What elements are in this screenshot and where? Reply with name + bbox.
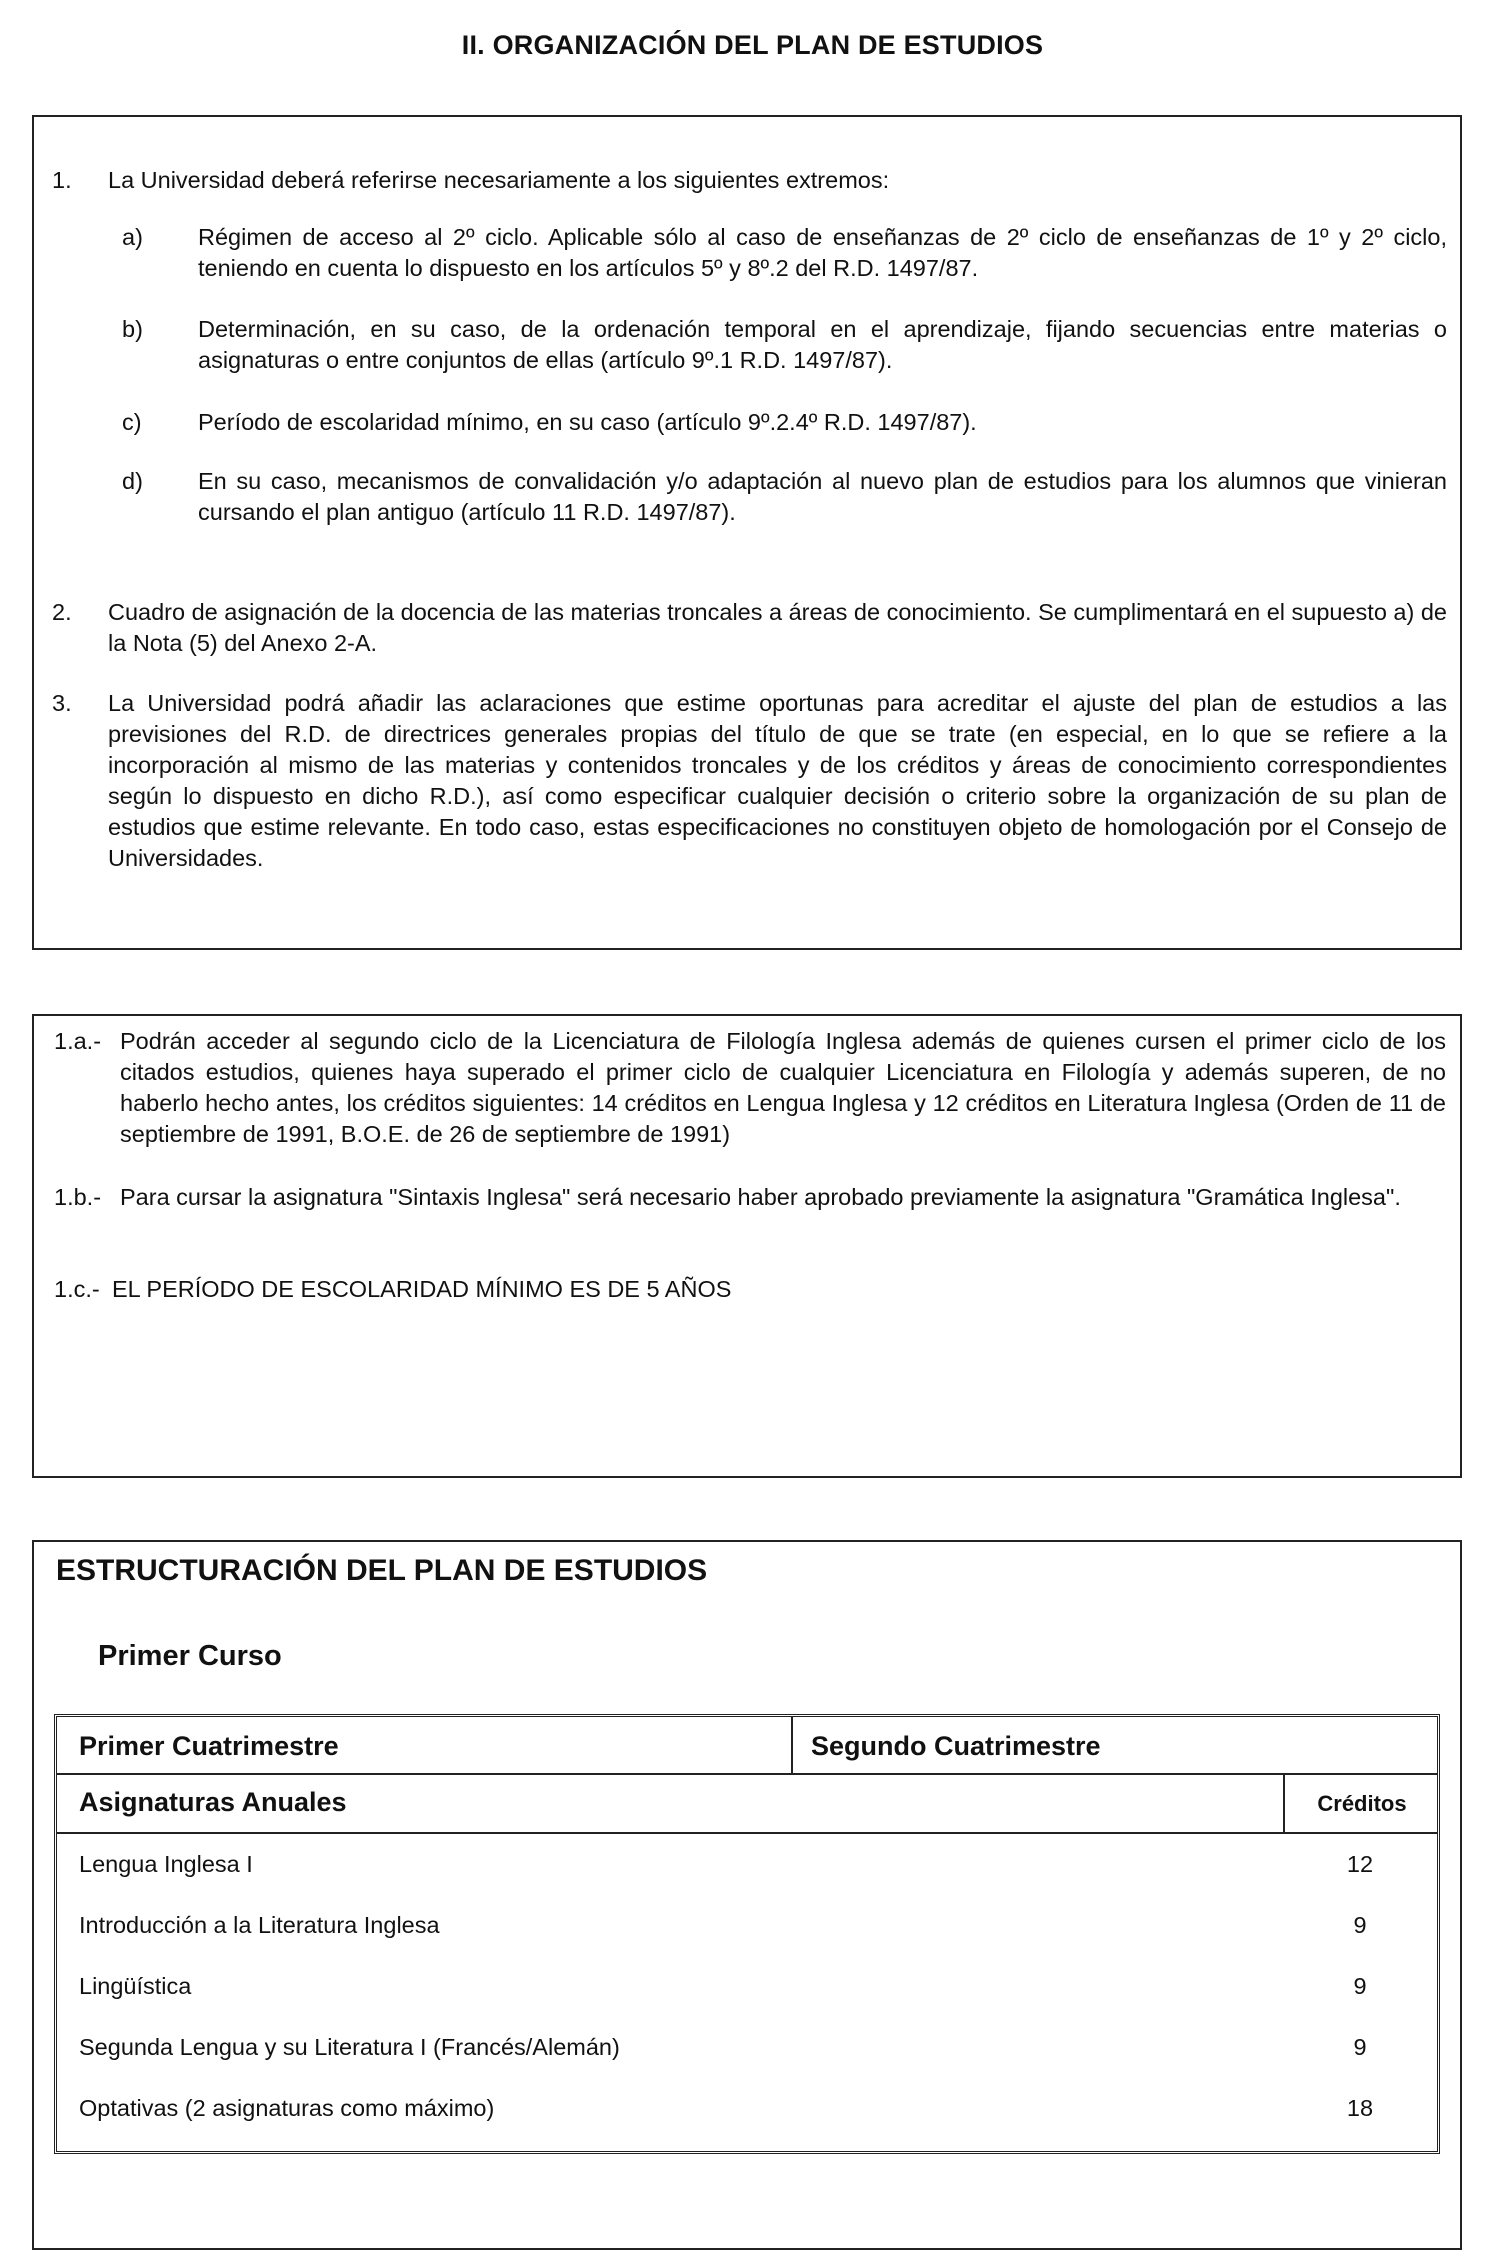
- note-label: 1.c.-: [54, 1276, 100, 1302]
- subject-credits: 18: [1346, 2095, 1374, 2121]
- first-semester-cell: [57, 1717, 793, 1773]
- subitem-text: Régimen de acceso al 2º ciclo. Aplicable sólo al caso de enseñanzas de 2º ciclo de enseñanzas de 1º y 2º ciclo, teniendo en cuenta lo dispuesto en los artículos 5º y 8º.2 del R.D. 1497/87.: [198, 224, 1447, 281]
- item-text: La Universidad podrá añadir las aclaraciones que estime oportunas para acreditar el ajuste del plan de estudios a las previsiones del R.D. de directrices generales propias del título de que se trate (en especial, en lo que se refiere a la incorporación al mismo de las materias y contenidos troncales y de los créditos y áreas de conocimiento correspondientes según lo dispuesto en dicho R.D.), así como especificar cualquier decisión o criterio sobre la organización de su plan de estudios que estime relevante. En todo caso, estas especificaciones no constituyen objeto de homologación por el Consejo de Universidades.: [108, 690, 1447, 871]
- credits-header-cell: [1283, 1773, 1439, 1832]
- structure-title: ESTRUCTURACIÓN DEL PLAN DE ESTUDIOS: [56, 1554, 708, 1587]
- subitem-c: [122, 407, 1447, 438]
- first-semester-header: Primer Cuatrimestre: [79, 1731, 339, 1761]
- subitem-letter: b): [122, 316, 143, 342]
- subject-credits: 9: [1353, 2034, 1367, 2060]
- note-label: 1.a.-: [54, 1028, 102, 1054]
- subject-credits: 12: [1346, 1851, 1374, 1877]
- note-text: Para cursar la asignatura "Sintaxis Inglesa" será necesario haber aprobado previamente la asignatura "Gramática Inglesa".: [120, 1184, 1401, 1210]
- instruction-item-1: [52, 165, 1447, 196]
- subitem-d: [122, 466, 1447, 528]
- credits-header: Créditos: [1317, 1791, 1407, 1816]
- item-text: La Universidad deberá referirse necesariamente a los siguientes extremos:: [108, 167, 890, 193]
- subject-name: Introducción a la Literatura Inglesa: [79, 1912, 440, 1938]
- item-text: Cuadro de asignación de la docencia de las materias troncales a áreas de conocimiento. Se cumplimentará en el supuesto a) de la Nota (5) del Anexo 2-A.: [108, 599, 1447, 656]
- subject-name: Lingüística: [79, 1973, 192, 1999]
- note-1a: [54, 1026, 1446, 1150]
- structure-box: [32, 1540, 1462, 2250]
- subject-name: Segunda Lengua y su Literatura I (Francés/Alemán): [79, 2034, 620, 2060]
- table-row: [57, 1956, 1437, 2017]
- subject-credits: 9: [1353, 1912, 1367, 1938]
- subitem-letter: c): [122, 409, 142, 435]
- subitem-text: En su caso, mecanismos de convalidación y/o adaptación al nuevo plan de estudios para los alumnos que vinieran cursando el plan antiguo (artículo 11 R.D. 1497/87).: [198, 468, 1447, 525]
- subject-credits: 9: [1353, 1973, 1367, 1999]
- item-number: 3.: [52, 690, 72, 716]
- subitem-b: [122, 314, 1447, 376]
- subject-name: Lengua Inglesa I: [79, 1851, 253, 1877]
- second-semester-header: Segundo Cuatrimestre: [811, 1731, 1101, 1761]
- note-text: Podrán acceder al segundo ciclo de la Licenciatura de Filología Inglesa además de quienes cursen el primer ciclo de los citados estudios, quienes haya superado el primer ciclo de cualquier Licenciatura en Filología y además superen, de no haberlo hecho antes, los créditos siguientes: 14 créditos en Lengua Inglesa y 12 créditos en Literatura Inglesa (Orden de 11 de septiembre de 1991, B.O.E. de 26 de septiembre de 1991): [120, 1028, 1446, 1147]
- instruction-item-2: [52, 597, 1447, 659]
- page-title: II. ORGANIZACIÓN DEL PLAN DE ESTUDIOS: [461, 30, 1044, 60]
- subitem-a: [122, 222, 1447, 284]
- table-row: [57, 1834, 1437, 1895]
- subitem-text: Determinación, en su caso, de la ordenación temporal en el aprendizaje, fijando secuencias entre materias o asignaturas o entre conjuntos de ellas (artículo 9º.1 R.D. 1497/87).: [198, 316, 1447, 373]
- annual-header-row: [57, 1773, 1437, 1834]
- subitem-text: Período de escolaridad mínimo, en su caso (artículo 9º.2.4º R.D. 1497/87).: [198, 409, 977, 435]
- annual-subjects-header: Asignaturas Anuales: [79, 1787, 347, 1817]
- note-1c: [54, 1274, 1446, 1305]
- table-row: [57, 2078, 1437, 2139]
- subject-name: Optativas (2 asignaturas como máximo): [79, 2095, 495, 2121]
- table-row: [57, 2017, 1437, 2078]
- note-1b: [54, 1182, 1446, 1213]
- instructions-box: [32, 115, 1462, 950]
- instruction-item-3: [52, 688, 1447, 874]
- item-number: 2.: [52, 599, 72, 625]
- semester-header-row: [57, 1717, 1437, 1775]
- subitem-letter: a): [122, 224, 143, 250]
- subjects-table: [54, 1714, 1440, 2154]
- course-title: Primer Curso: [98, 1640, 282, 1672]
- note-text: EL PERÍODO DE ESCOLARIDAD MÍNIMO ES DE 5 AÑOS: [112, 1276, 732, 1302]
- item-number: 1.: [52, 167, 72, 193]
- notes-box: [32, 1014, 1462, 1478]
- note-label: 1.b.-: [54, 1184, 102, 1210]
- table-row: [57, 1895, 1437, 1956]
- subitem-letter: d): [122, 468, 143, 494]
